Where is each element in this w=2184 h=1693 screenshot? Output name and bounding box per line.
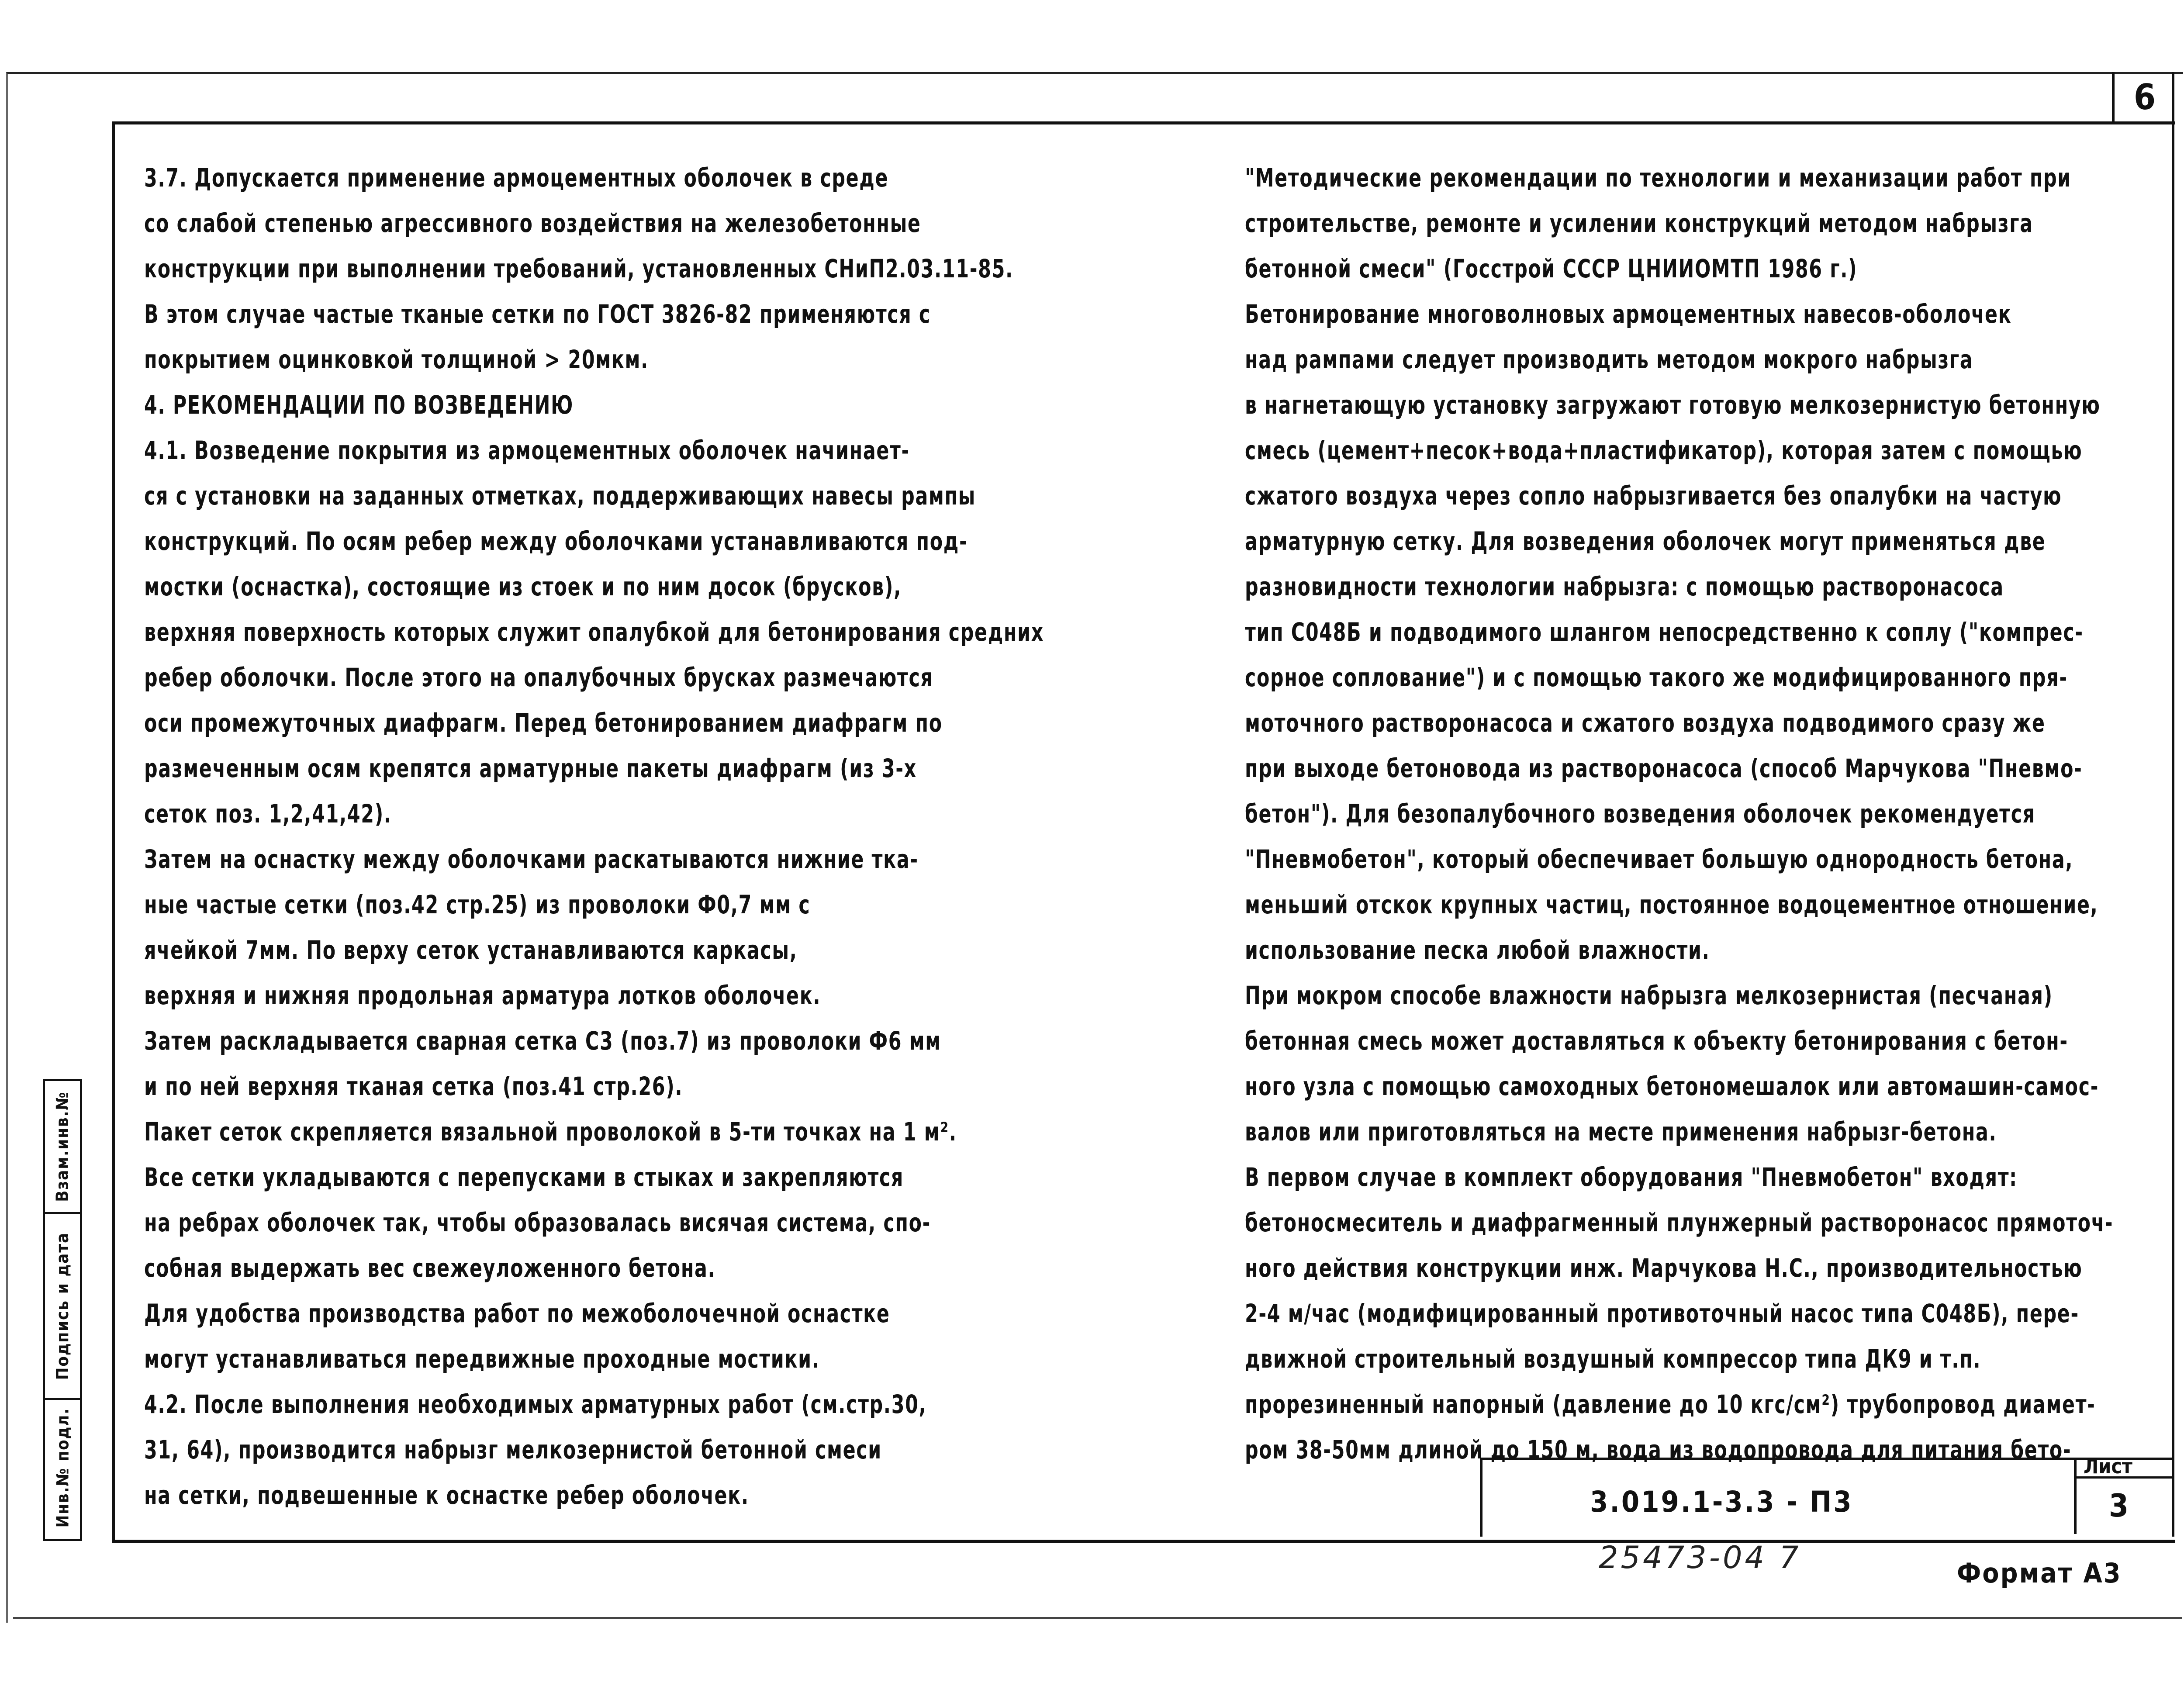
left-text-line: сеток поз. 1,2,41,42).	[144, 799, 392, 829]
bottom-line	[13, 1617, 2182, 1619]
right-text-line: моточного растворонасоса и сжатого воздуха подводимого сразу же	[1245, 708, 2046, 738]
left-text-line: Для удобства производства работ по межоболочечной оснастке	[144, 1299, 890, 1328]
right-text-line: ного узла с помощью самоходных бетономешалок или автомашин-самос-	[1245, 1071, 2099, 1101]
right-text-line: тип С048Б и подводимого шлангом непосредственно к соплу ("компрес-	[1245, 617, 2084, 647]
right-text-line: меньший отскок крупных частиц, постоянное водоцементное отношение,	[1245, 890, 2098, 919]
left-text-line: размеченным осям крепятся арматурные пакеты диафрагм (из 3-х	[144, 753, 917, 783]
left-text-line: В этом случае частые тканые сетки по ГОСТ 3826-82 применяются с	[144, 299, 931, 329]
left-text-line: на сетки, подвешенные к оснастке ребер оболочек.	[144, 1480, 749, 1510]
left-text-line: конструкций. По осям ребер между оболочками устанавливаются под-	[144, 526, 968, 556]
left-text-line: Затем на оснастку между оболочками раскатываются нижние тка-	[144, 844, 919, 874]
left-text-line: Все сетки укладываются с перепусками в стыках и закрепляются	[144, 1162, 904, 1192]
left-text-line: оси промежуточных диафрагм. Перед бетонированием диафрагм по	[144, 708, 943, 738]
left-text-line: 4.2. После выполнения необходимых арматурных работ (см.стр.30,	[144, 1389, 927, 1419]
left-text-line: и по ней верхняя тканая сетка (поз.41 стр.26).	[144, 1071, 683, 1101]
left-text-line: ные частые сетки (поз.42 стр.25) из проволоки Ф0,7 мм с	[144, 890, 811, 919]
document-code: 3.019.1-3.3 - П3	[1590, 1485, 1853, 1519]
sheet-label: Лист	[2084, 1455, 2132, 1478]
right-text-line: "Пневмобетон", который обеспечивает большую однородность бетона,	[1245, 844, 2073, 874]
right-text-line: В первом случае в комплект оборудования "Пневмобетон" входят:	[1245, 1162, 2018, 1192]
right-text-line: сорное соплование") и с помощью такого же модифицированного пря-	[1245, 663, 2068, 692]
right-text-line: бетонная смесь может доставляться к объекту бетонирования с бетон-	[1245, 1026, 2068, 1056]
side-stamp-strip	[43, 1079, 82, 1541]
left-text-line: собная выдержать вес свежеуложенного бетона.	[144, 1253, 716, 1283]
right-text-line: в нагнетающую установку загружают готовую мелкозернистую бетонную	[1245, 390, 2101, 420]
left-text-line: мостки (оснастка), состоящие из стоек и по ним досок (брусков),	[144, 572, 902, 601]
right-text-line: бетоносмеситель и диафрагменный плунжерный растворонасос прямоточ-	[1245, 1208, 2114, 1237]
left-text-line: Затем раскладывается сварная сетка С3 (поз.7) из проволоки Ф6 мм	[144, 1026, 941, 1056]
left-text-line: 3.7. Допускается применение армоцементных оболочек в среде	[144, 163, 889, 193]
right-text-line: Бетонирование многоволновых армоцементных навесов-оболочек	[1245, 299, 2012, 329]
side-label-vzam	[45, 1081, 80, 1212]
right-text-line: ного действия конструкции инж. Марчукова Н.С., производительностью	[1245, 1253, 2083, 1283]
left-text-line: 31, 64), производится набрызг мелкозернистой бетонной смеси	[144, 1435, 882, 1465]
format-label: Формат А3	[1957, 1557, 2122, 1589]
sheet-number: 6	[2134, 77, 2156, 117]
left-text-line: Пакет сеток скрепляется вязальной проволокой в 5-ти точках на 1 м².	[144, 1117, 957, 1147]
right-text-column	[1245, 155, 2113, 1472]
left-text-line: покрытием оцинковкой толщиной > 20мкм.	[144, 345, 649, 374]
right-text-line: над рампами следует производить методом мокрого набрызга	[1245, 345, 1973, 374]
right-text-line: разновидности технологии набрызга: с помощью растворонасоса	[1245, 572, 2004, 601]
right-text-line: смесь (цемент+песок+вода+пластификатор), которая затем с помощью	[1245, 435, 2083, 465]
right-text-line: арматурную сетку. Для возведения оболочек могут применяться две	[1245, 526, 2046, 556]
side-label-inv-text: Инв.№ подл.	[53, 1407, 73, 1528]
side-label-vzam-text: Взам.инв.№	[53, 1091, 73, 1202]
left-text-line: ячейкой 7мм. По верху сеток устанавливаются каркасы,	[144, 935, 798, 965]
right-text-line: использование песка любой влажности.	[1245, 935, 1710, 965]
right-text-line: движной строительный воздушный компрессор типа ДК9 и т.п.	[1245, 1344, 1981, 1374]
right-text-line: строительстве, ремонте и усилении конструкций методом набрызга	[1245, 208, 2033, 238]
right-text-line: при выходе бетоновода из растворонасоса (способ Марчукова "Пневмо-	[1245, 753, 2083, 783]
left-text-line: на ребрах оболочек так, чтобы образовалась висячая система, спо-	[144, 1208, 931, 1237]
left-text-line: могут устанавливаться передвижные проходные мостики.	[144, 1344, 820, 1374]
left-text-line: ребер оболочки. После этого на опалубочных брусках размечаются	[144, 663, 933, 692]
right-text-line: валов или приготовляться на месте применения набрызг-бетона.	[1245, 1117, 1997, 1147]
right-text-line: ром 38-50мм длиной до 150 м, вода из водопровода для питания бето-	[1245, 1435, 2072, 1465]
left-text-line: конструкции при выполнении требований, установленных СНиП2.03.11-85.	[144, 254, 1013, 283]
left-text-line: верхняя поверхность которых служит опалубкой для бетонирования средних	[144, 617, 1044, 647]
left-text-line: верхняя и нижняя продольная арматура лотков оболочек.	[144, 981, 821, 1010]
left-text-line: ся с установки на заданных отметках, поддерживающих навесы рампы	[144, 481, 976, 511]
right-text-line: "Методические рекомендации по технологии и механизации работ при	[1245, 163, 2071, 193]
right-text-line: прорезиненный напорный (давление до 10 кгс/см²) трубопровод диамет-	[1245, 1389, 2096, 1419]
right-text-line: При мокром способе влажности набрызга мелкозернистая (песчаная)	[1245, 981, 2053, 1010]
left-text-column	[144, 155, 1044, 1518]
side-label-sign-text: Подпись и дата	[53, 1232, 72, 1380]
right-text-line: бетонной смеси" (Госстрой СССР ЦНИИОМТП 1986 г.)	[1245, 254, 1858, 283]
left-text-line: 4.1. Возведение покрытия из армоцементных оболочек начинает-	[144, 435, 910, 465]
side-label-sign	[45, 1214, 80, 1398]
sheet-page-number: 3	[2109, 1487, 2129, 1524]
handwritten-number: 25473-04 7	[1599, 1540, 1801, 1576]
left-text-line: 4. РЕКОМЕНДАЦИИ ПО ВОЗВЕДЕНИЮ	[144, 390, 574, 420]
side-label-inv	[45, 1400, 80, 1535]
right-text-line: 2-4 м/час (модифицированный противоточный насос типа С048Б), пере-	[1245, 1299, 2079, 1328]
left-text-line: со слабой степенью агрессивного воздействия на железобетонные	[144, 208, 921, 238]
right-text-line: бетон"). Для безопалубочного возведения оболочек рекомендуется	[1245, 799, 2035, 829]
right-text-line: сжатого воздуха через сопло набрызгивается без опалубки на частую	[1245, 481, 2062, 511]
